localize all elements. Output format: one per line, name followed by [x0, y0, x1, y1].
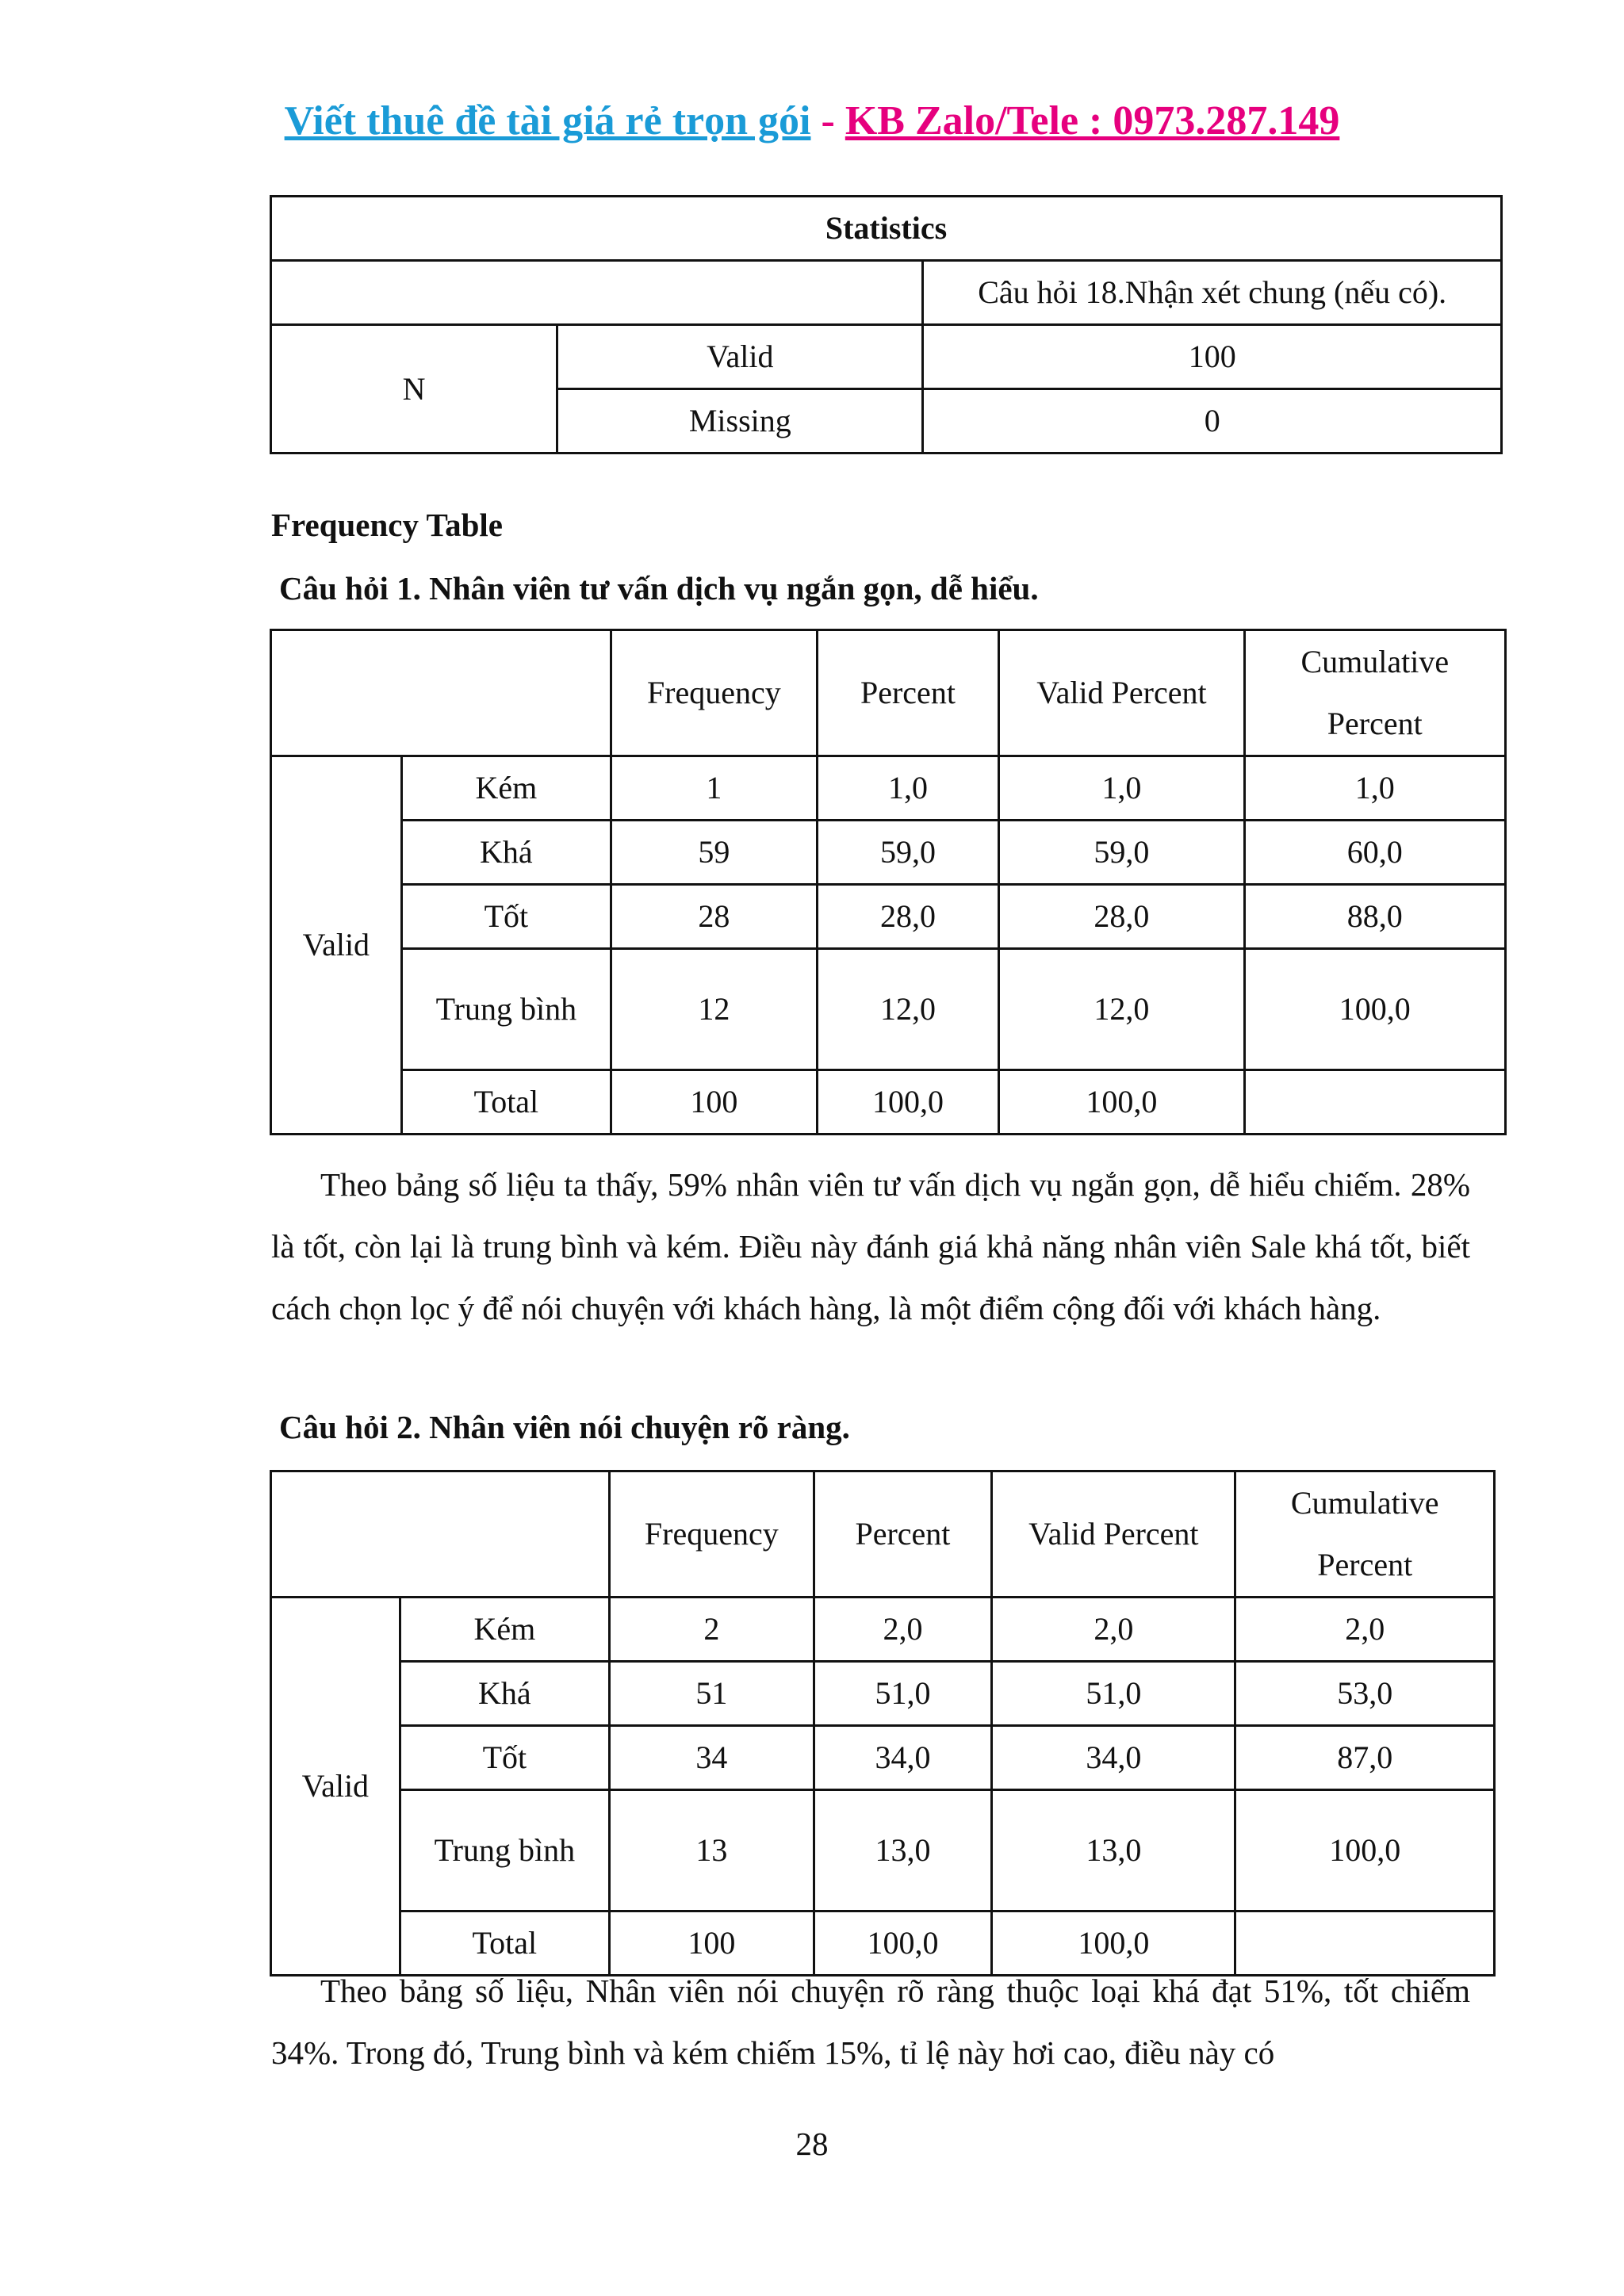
table-corner — [271, 630, 611, 756]
cell-percent: 28,0 — [817, 885, 999, 949]
statistics-row-label: Missing — [557, 389, 923, 453]
cell-valid-percent: 28,0 — [999, 885, 1244, 949]
cell-frequency: 1 — [611, 756, 818, 821]
cell-valid-percent: 51,0 — [992, 1662, 1235, 1726]
table-row — [271, 1726, 1495, 1790]
cell-cumulative — [1244, 1070, 1505, 1135]
row-label: Trung bình — [400, 1790, 609, 1911]
row-label: Tốt — [401, 885, 611, 949]
cell-frequency: 100 — [610, 1911, 814, 1976]
row-label: Total — [400, 1911, 609, 1976]
row-label: Kém — [401, 756, 611, 821]
row-label: Kém — [400, 1598, 609, 1662]
statistics-title: Statistics — [271, 197, 1502, 261]
row-label: Tốt — [400, 1726, 609, 1790]
table-corner — [271, 1471, 610, 1598]
question-1-frequency-table — [270, 629, 1507, 1135]
cell-percent: 13,0 — [814, 1790, 992, 1911]
table-row — [271, 821, 1506, 885]
cell-cumulative: 2,0 — [1235, 1598, 1495, 1662]
table-row — [271, 756, 1506, 821]
cell-percent: 51,0 — [814, 1662, 992, 1726]
cell-percent: 59,0 — [817, 821, 999, 885]
cell-valid-percent: 59,0 — [999, 821, 1244, 885]
statistics-column-header: Câu hỏi 18.Nhận xét chung (nếu có). — [923, 261, 1502, 325]
question-1-title: Câu hỏi 1. Nhân viên tư vấn dịch vụ ngắn gọn, dễ hiểu. — [279, 570, 1039, 607]
statistics-row-value: 0 — [923, 389, 1502, 453]
cell-valid-percent: 34,0 — [992, 1726, 1235, 1790]
cell-valid-percent: 1,0 — [999, 756, 1244, 821]
cell-frequency: 12 — [611, 949, 818, 1070]
table-row — [271, 1070, 1506, 1135]
cell-frequency: 100 — [611, 1070, 818, 1135]
statistics-row-group: N — [271, 325, 557, 453]
cell-cumulative: 87,0 — [1235, 1726, 1495, 1790]
banner-separator: - — [810, 98, 845, 144]
banner — [0, 94, 1624, 149]
table-row — [271, 885, 1506, 949]
cell-frequency: 2 — [610, 1598, 814, 1662]
frequency-table-title: Frequency Table — [271, 507, 503, 543]
table-row — [271, 1662, 1495, 1726]
cell-valid-percent: 12,0 — [999, 949, 1244, 1070]
cell-cumulative: 88,0 — [1244, 885, 1505, 949]
cell-frequency: 13 — [610, 1790, 814, 1911]
cell-percent: 2,0 — [814, 1598, 992, 1662]
question-1-paragraph: Theo bảng số liệu ta thấy, 59% nhân viên tư vấn dịch vụ ngắn gọn, dễ hiểu chiếm. 28% là tốt, còn lại là trung bình và kém. Điều này đánh giá khả năng nhân viên Sale khá tốt, biết cách chọn lọc ý để nói chuyện với khách hàng, là một điểm cộng đối với khách hàng. — [271, 1166, 1470, 1326]
statistics-table — [270, 195, 1503, 454]
cell-percent: 100,0 — [814, 1911, 992, 1976]
cell-percent: 12,0 — [817, 949, 999, 1070]
question-2-paragraph: Theo bảng số liệu, Nhân viên nói chuyện rõ ràng thuộc loại khá đạt 51%, tốt chiếm 34%. Trong đó, Trung bình và kém chiếm 15%, tỉ lệ này hơi cao, điều này có — [271, 1973, 1470, 2071]
page-number: 28 — [795, 2126, 829, 2162]
cell-percent: 100,0 — [817, 1070, 999, 1135]
statistics-empty-header — [271, 261, 923, 325]
table-row — [271, 1598, 1495, 1662]
banner-link-contact[interactable]: KB Zalo/Tele : 0973.287.149 — [845, 98, 1340, 144]
cell-frequency: 59 — [611, 821, 818, 885]
cell-valid-percent: 13,0 — [992, 1790, 1235, 1911]
header-frequency: Frequency — [611, 630, 818, 756]
row-label: Trung bình — [401, 949, 611, 1070]
cell-valid-percent: 2,0 — [992, 1598, 1235, 1662]
cell-cumulative: 60,0 — [1244, 821, 1505, 885]
row-group-valid: Valid — [271, 1598, 400, 1976]
cell-cumulative: 53,0 — [1235, 1662, 1495, 1726]
header-valid-percent: Valid Percent — [999, 630, 1244, 756]
cell-valid-percent: 100,0 — [992, 1911, 1235, 1976]
banner-link-service[interactable]: Viết thuê đề tài giá rẻ trọn gói — [284, 98, 811, 144]
header-cumulative-percent: Cumulative Percent — [1244, 630, 1505, 756]
table-row — [271, 1790, 1495, 1911]
header-cumulative-percent: Cumulative Percent — [1235, 1471, 1495, 1598]
cell-frequency: 51 — [610, 1662, 814, 1726]
row-label: Khá — [400, 1662, 609, 1726]
header-valid-percent: Valid Percent — [992, 1471, 1235, 1598]
cell-cumulative: 100,0 — [1244, 949, 1505, 1070]
question-2-title: Câu hỏi 2. Nhân viên nói chuyện rõ ràng. — [279, 1409, 850, 1445]
cell-valid-percent: 100,0 — [999, 1070, 1244, 1135]
cell-frequency: 28 — [611, 885, 818, 949]
cell-cumulative: 1,0 — [1244, 756, 1505, 821]
header-frequency: Frequency — [610, 1471, 814, 1598]
header-percent: Percent — [817, 630, 999, 756]
cell-cumulative: 100,0 — [1235, 1790, 1495, 1911]
row-group-valid: Valid — [271, 756, 402, 1135]
statistics-row-label: Valid — [557, 325, 923, 389]
row-label: Khá — [401, 821, 611, 885]
cell-percent: 34,0 — [814, 1726, 992, 1790]
statistics-row-value: 100 — [923, 325, 1502, 389]
question-2-frequency-table — [270, 1470, 1496, 1976]
table-row — [271, 949, 1506, 1070]
row-label: Total — [401, 1070, 611, 1135]
cell-frequency: 34 — [610, 1726, 814, 1790]
cell-percent: 1,0 — [817, 756, 999, 821]
header-percent: Percent — [814, 1471, 992, 1598]
